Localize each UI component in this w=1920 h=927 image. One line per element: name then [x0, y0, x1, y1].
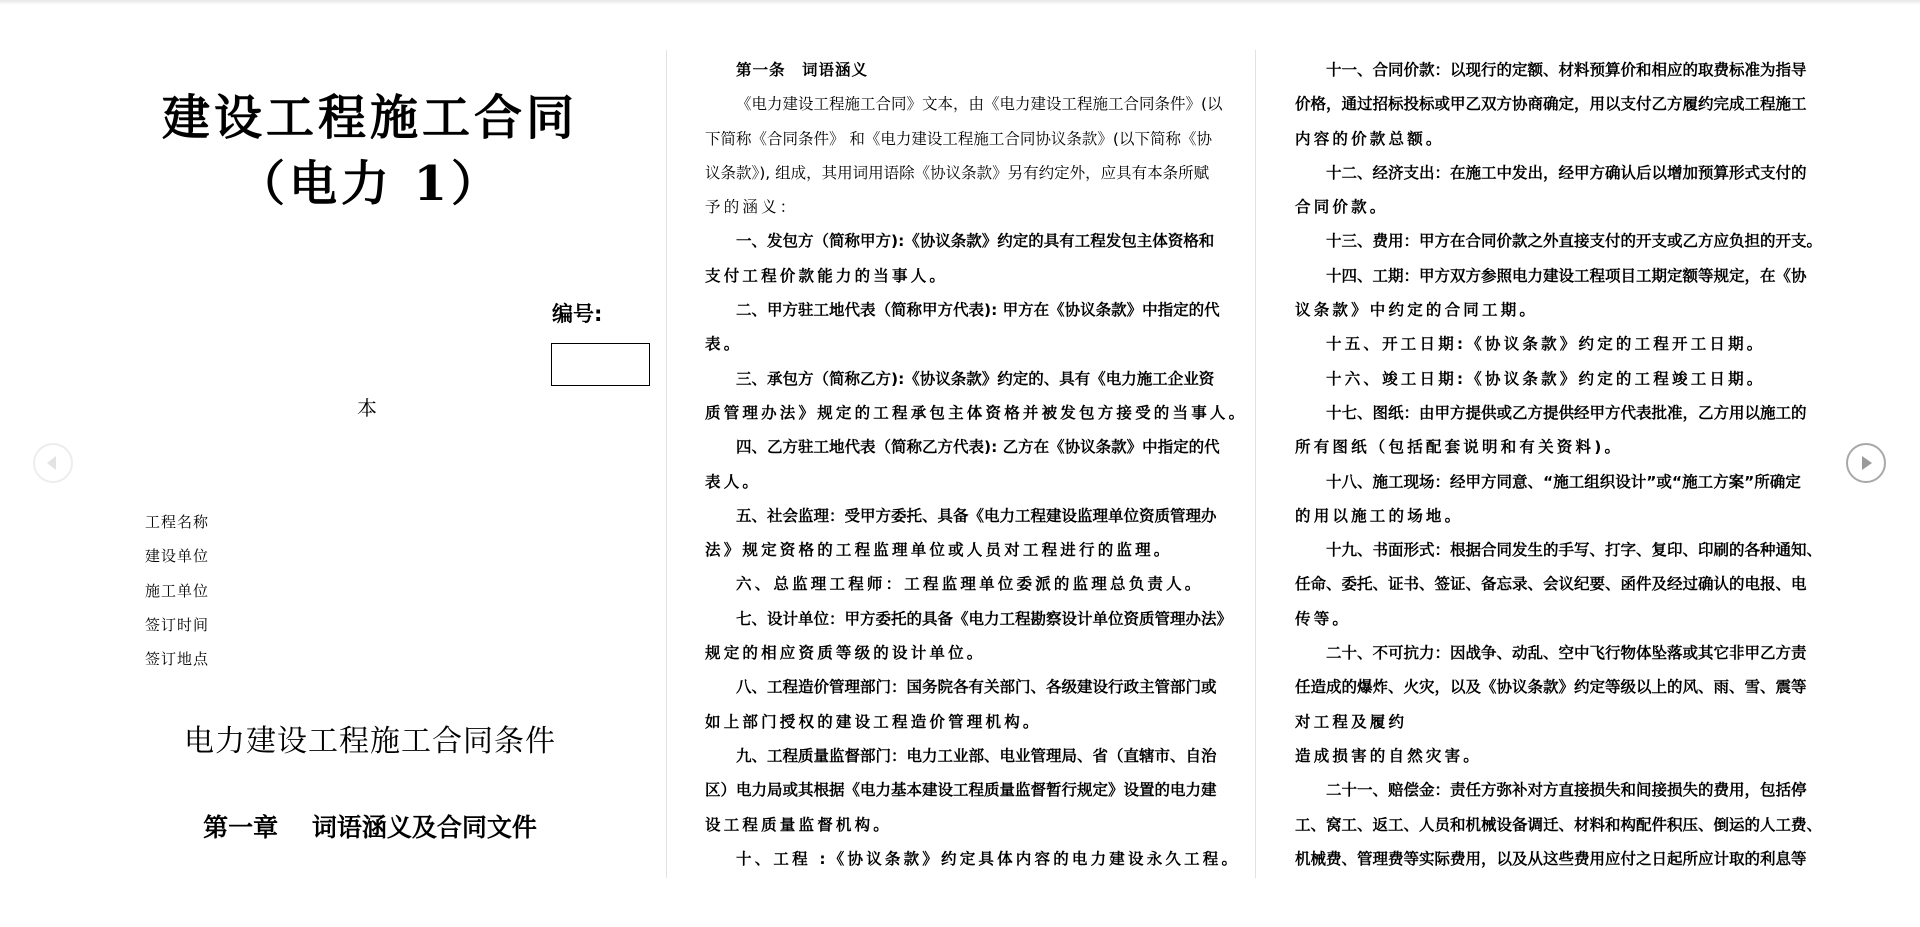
text-line: 质管理办法》规定的工程承包主体资格并被发包方接受的当事人。	[705, 403, 1248, 422]
viewer-top-shadow	[0, 0, 1920, 5]
text-line: 对工程及履约	[1295, 712, 1408, 731]
chapter-title: 第一章 词语涵义及合同文件	[203, 813, 537, 842]
text-line: 二、甲方驻工地代表（简称甲方代表): 甲方在《协议条款》中指定的代	[736, 301, 1220, 320]
text-line: 如上部门授权的建设工程造价管理机构。	[705, 712, 1042, 731]
text-line: 二十、不可抗力：因战争、动乱、空中飞行物体坠落或其它非甲乙方责	[1326, 644, 1807, 663]
text-line: 规定的相应资质等级的设计单位。	[705, 644, 986, 663]
definitions-page-continued	[1295, 53, 1823, 876]
conditions-title: 电力建设工程施工合同条件	[184, 724, 556, 759]
play-right-icon	[1848, 445, 1884, 481]
next-page-button[interactable]	[1846, 443, 1886, 483]
text-line: 法》规定资格的工程监理单位或人员对工程进行的监理。	[705, 541, 1173, 560]
text-line: 十八、施工现场：经甲方同意、“施工组织设计”或“施工方案”所确定	[1326, 472, 1801, 491]
text-line: 所有图纸（包括配套说明和有关资料)。	[1295, 438, 1624, 457]
text-line: 任造成的爆炸、火灾，以及《协议条款》约定等级以上的风、雨、雪、震等	[1295, 678, 1807, 697]
text-line: 的用以施工的场地。	[1295, 506, 1464, 525]
text-line: 十二、经济支出：在施工中发出，经甲方确认后以增加预算形式支付的	[1326, 163, 1807, 182]
text-line: 十五、开工日期:《协议条款》约定的工程开工日期。	[1326, 335, 1766, 354]
text-line: 四、乙方驻工地代表（简称乙方代表): 乙方在《协议条款》中指定的代	[736, 438, 1220, 457]
text-line: 八、工程造价管理部门：国务院各有关部门、各级建设行政主管部门或	[736, 678, 1217, 697]
previous-page-button[interactable]	[33, 443, 73, 483]
text-line: 十六、竣工日期:《协议条款》约定的工程竣工日期。	[1326, 369, 1766, 388]
text-line: 机械费、管理费等实际费用，以及从这些费用应付之日起所应计取的利息等	[1295, 849, 1807, 868]
text-line: 内容的价款总额。	[1295, 129, 1445, 148]
text-line: 一、发包方（简称甲方):《协议条款》约定的具有工程发包主体资格和	[736, 232, 1215, 251]
text-line: 十九、书面形式：根据合同发生的手写、打字、复印、印刷的各种通知、	[1326, 541, 1823, 560]
text-line: 区）电力局或其根据《电力基本建设工程质量监督暂行规定》设置的电力建	[705, 781, 1217, 800]
text-line: 表人。	[705, 472, 762, 491]
text-line: 下简称《合同条件》 和《电力建设工程施工合同协议条款》(以下简称《协	[705, 129, 1212, 148]
text-line: 工、窝工、返工、人员和机械设备调迁、材料和构配件积压、倒运的人工费、	[1295, 815, 1823, 834]
definitions-text-continued	[1295, 53, 1823, 876]
text-line: 合同价款。	[1295, 198, 1389, 217]
contract-title: 建设工程施工合同	[161, 90, 578, 146]
contract-subtitle-power: （电力 1）	[236, 156, 504, 212]
text-line: 七、设计单位：甲方委托的具备《电力工程勘察设计单位资质管理办法》	[736, 609, 1233, 628]
text-line: 十一、合同价款：以现行的定额、材料预算价和相应的取费标准为指导	[1326, 61, 1807, 79]
serial-number-box	[551, 343, 650, 386]
article-heading: 第一条 词语涵义	[736, 61, 869, 79]
page-divider	[666, 50, 667, 878]
cover-fields	[145, 512, 209, 683]
text-line: 六、总监理工程师：工程监理单位委派的监理总负责人。	[736, 575, 1204, 594]
copies-label: 本	[357, 396, 377, 420]
field-signing-place: 签订地点	[145, 650, 210, 669]
field-project-name: 工程名称	[145, 513, 210, 531]
definitions-page	[705, 53, 1248, 876]
text-line: 十三、费用：甲方在合同价款之外直接支付的开支或乙方应负担的开支。	[1326, 232, 1823, 251]
text-line: 设工程质量监督机构。	[705, 815, 893, 834]
text-line: 三、承包方（简称乙方):《协议条款》约定的、具有《电力施工企业资	[736, 369, 1215, 388]
text-line: 表。	[705, 335, 743, 354]
text-line: 予的涵义：	[705, 198, 799, 217]
text-line: 十七、图纸：由甲方提供或乙方提供经甲方代表批准，乙方用以施工的	[1326, 403, 1807, 422]
text-line: 议条款》), 组成，其用词用语除《协议条款》另有约定外，应具有本条所赋	[705, 163, 1210, 182]
text-line: 价格，通过招标投标或甲乙双方协商确定，用以支付乙方履约完成工程施工	[1295, 95, 1807, 114]
text-line: 五、社会监理：受甲方委托、具备《电力工程建设监理单位资质管理办	[736, 506, 1217, 525]
text-line: 十、工程 :《协议条款》约定具体内容的电力建设永久工程。	[736, 849, 1241, 868]
text-line: 议条款》中约定的合同工期。	[1295, 301, 1539, 320]
chevron-left-icon	[35, 445, 71, 481]
text-line: 十四、工期：甲方双方参照电力建设工程项目工期定额等规定，在《协	[1326, 266, 1807, 285]
page-divider	[1255, 50, 1256, 878]
serial-number-label: 编号:	[552, 302, 603, 326]
field-signing-time: 签订时间	[145, 615, 210, 634]
definitions-text	[705, 87, 1248, 876]
text-line: 二十一、赔偿金：责任方弥补对方直接损失和间接损失的费用，包括停	[1326, 781, 1807, 800]
text-line: 支付工程价款能力的当事人。	[705, 266, 949, 285]
field-construction-unit: 建设单位	[145, 547, 210, 566]
text-line: 九、工程质量监督部门：电力工业部、电业管理局、省（直辖市、自治	[736, 746, 1217, 765]
text-line: 造成损害的自然灾害。	[1295, 746, 1483, 765]
text-line: 《电力建设工程施工合同》文本，由《电力建设工程施工合同条件》(以	[736, 95, 1223, 114]
text-line: 传等。	[1295, 609, 1352, 628]
field-contractor-unit: 施工单位	[145, 581, 210, 600]
text-line: 任命、委托、证书、签证、备忘录、会议纪要、函件及经过确认的电报、电	[1295, 575, 1807, 594]
